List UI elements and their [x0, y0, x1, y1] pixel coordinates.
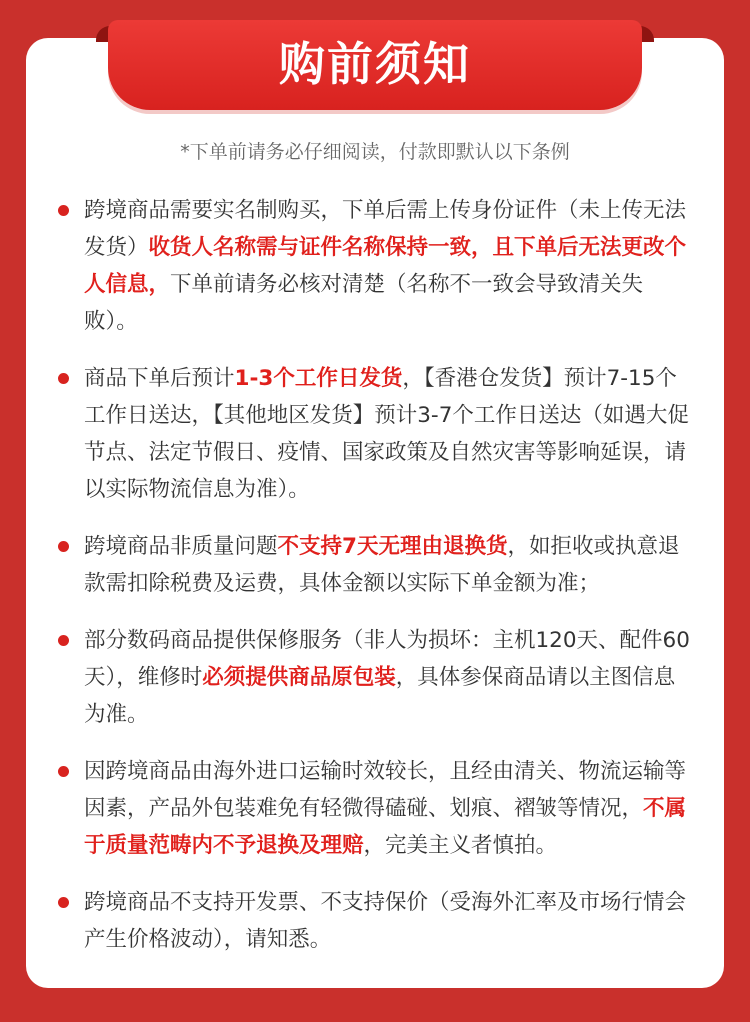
item-text: 因跨境商品由海外进口运输时效较长，且经由清关、物流运输等因素，产品外包装难免有轻微得磕碰、划痕、褶皱等情况，: [84, 759, 687, 821]
item-text: 跨境商品非质量问题: [84, 534, 278, 559]
item-text: 下单前请务必核对清楚（名称不一致会导致清关失败）。: [84, 272, 644, 334]
item-text: 部分数码商品提供保修服务（非人为损坏：主机120天、配件60天），维修时: [84, 628, 690, 690]
item-highlight: 1-3个工作日发货: [234, 366, 403, 391]
bullet-dot-icon: [58, 541, 69, 552]
item-text: ，【香港仓发货】预计7-15个工作日送达，【其他地区发货】预计3-7个工作日送达（如遇大促节点、法定节假日、疫情、国家政策及自然灾害等影响延误，请以实际物流信息为准）。: [84, 366, 689, 502]
page-title: 购前须知: [279, 37, 471, 91]
list-item: [0, 528, 690, 602]
item-highlight: 收货人名称需与证件名称保持一致，且下单后无法更改个人信息，: [84, 235, 687, 297]
title-banner: [108, 20, 642, 110]
bullet-dot-icon: [58, 635, 69, 646]
bullet-dot-icon: [58, 373, 69, 384]
item-text: 跨境商品需要实名制购买，下单后需上传身份证件（未上传无法发货）: [84, 198, 687, 260]
list-item: [0, 360, 690, 508]
notice-list: [0, 192, 750, 958]
item-text: ，具体参保商品请以主图信息为准。: [84, 665, 676, 727]
list-item: [0, 192, 690, 340]
item-text: 商品下单后预计: [84, 366, 235, 391]
list-item: [0, 622, 690, 733]
item-text: 跨境商品不支持开发票、不支持保价（受海外汇率及市场行情会产生价格波动），请知悉。: [84, 890, 687, 952]
bullet-dot-icon: [58, 897, 69, 908]
bullet-dot-icon: [58, 766, 69, 777]
item-text: ，如拒收或执意退款需扣除税费及运费，具体金额以实际下单金额为准；: [84, 534, 680, 596]
subtitle-note: *下单前请务必仔细阅读，付款即默认以下条例: [180, 141, 570, 163]
bullet-dot-icon: [58, 205, 69, 216]
item-highlight: 不支持7天无理由退换货: [277, 534, 508, 559]
item-text: ，完美主义者慎拍。: [363, 833, 558, 858]
item-highlight: 不属于质量范畴内不予退换及理赔: [84, 796, 687, 858]
list-item: [0, 884, 690, 958]
list-item: [0, 753, 690, 864]
item-highlight: 必须提供商品原包装: [202, 665, 396, 690]
